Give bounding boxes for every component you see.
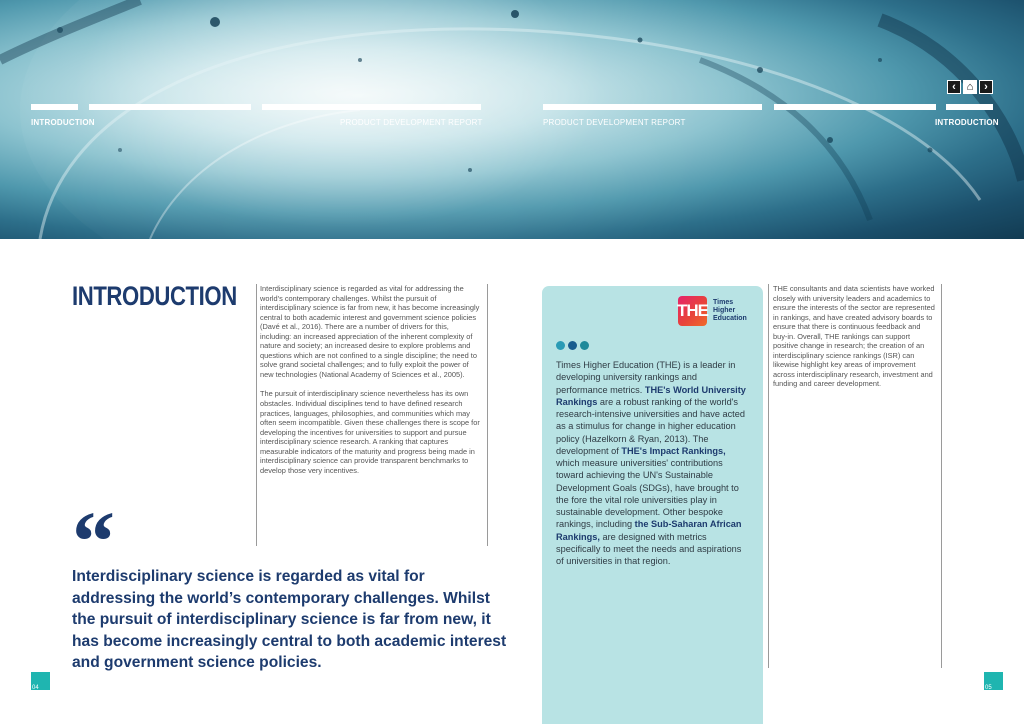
- logo-line: Education: [713, 315, 747, 322]
- home-icon[interactable]: ⌂: [963, 80, 977, 94]
- header-rule: [89, 104, 251, 110]
- chevron-left-icon[interactable]: ‹: [947, 80, 961, 94]
- header-rule: [31, 104, 78, 110]
- panel-text-segment: which measure universities' contributions toward achieving the UN's Sustainable Development Goals (SDGs), have brought to the fore the vital role universities play in sustainable development. Other bespoke rankings, including: [556, 458, 739, 530]
- dot-icon: [568, 341, 577, 350]
- header-rule: [946, 104, 993, 110]
- abstract-ink-background: [0, 0, 1024, 239]
- hero-image: [0, 0, 1024, 239]
- dot-icon: [556, 341, 565, 350]
- intro-paragraph-2: The pursuit of interdisciplinary science nevertheless has its own obstacles. Individual disciplines tend to have defined research practices, languages, philosophies, and communities which may often seem incompatible. Given these challenges there is scope for developing the incentives for universities to support and pursue interdisciplinary science research. A ranking that captures measurable indicators of the maturity and progress being made in interdisciplinary science can provide transparent benchmarks to develop those very incentives.: [260, 389, 480, 475]
- page-number-right: 05: [985, 685, 992, 691]
- page-number-left: 04: [32, 685, 39, 691]
- logo-line: Higher: [713, 307, 736, 314]
- column-divider: [256, 284, 257, 546]
- header-section-left: INTRODUCTION: [31, 118, 95, 127]
- times-higher-education-logo: [678, 296, 747, 326]
- the-logo-wordmark: [713, 296, 747, 323]
- pull-quote: Interdisciplinary science is regarded as vital for addressing the world’s contemporary challenges. Whilst the pursuit of interdisciplinary science is far from new, it has become increasingly central to both academic interest and government science policies.: [72, 568, 507, 672]
- quote-mark-icon: “: [72, 493, 115, 589]
- panel-text-emphasis: the Sub-Saharan African Rankings,: [556, 519, 742, 542]
- intro-paragraph-1: Interdisciplinary science is regarded as vital for addressing the world's contemporary challenges. Whilst the pursuit of interdisciplinary science is far from new, it has become increasingly central to both academic interest and government science policies (Davé et al., 2016). There are a number of drivers for this, including: an increased appreciation of the inherent complexity of nature and society; an increased desire to explore problems and questions which are not confined to a single discipline; the need to solve grand societal challenges; and to fully exploit the power of new technologies (National Academy of Sciences et al., 2005).: [260, 284, 480, 379]
- panel-text-segment: are designed with metrics specifically to meet the needs and aspirations of universities in that region.: [556, 531, 742, 566]
- header-report-right: PRODUCT DEVELOPMENT REPORT: [543, 118, 686, 127]
- header-rule: [262, 104, 481, 110]
- header-report-left: PRODUCT DEVELOPMENT REPORT: [340, 118, 483, 127]
- chevron-right-icon[interactable]: ›: [979, 80, 993, 94]
- panel-body-text: [556, 359, 746, 567]
- header-section-right: INTRODUCTION: [935, 118, 999, 127]
- decorative-dots: [556, 341, 589, 350]
- panel-text-emphasis: THE's World University Rankings: [556, 384, 746, 407]
- page-navigation: [947, 80, 993, 94]
- column-divider: [487, 284, 488, 546]
- panel-text-segment: are a robust ranking of the world's research-intensive universities and have acted as a stimulus for change in higher education policy (Hazelkorn & Ryan, 2013). The development of: [556, 396, 745, 456]
- panel-text-segment: Times Higher Education (THE) is a leader in developing university rankings and performance metrics.: [556, 360, 736, 395]
- header-rule: [543, 104, 762, 110]
- page-title: INTRODUCTION: [72, 281, 237, 311]
- header-rule: [774, 104, 936, 110]
- panel-text-emphasis: THE's Impact Rankings,: [621, 445, 726, 456]
- column-divider: [768, 284, 769, 668]
- the-logo-mark: THE: [678, 296, 707, 326]
- logo-line: Times: [713, 299, 734, 306]
- right-column-text: [773, 284, 936, 399]
- intro-body-text: [260, 284, 481, 485]
- right-column-paragraph: THE consultants and data scientists have worked closely with university leaders and academics to ensure the interests of the sector are represented in rankings, and have created advisory boards to ensure that there is continuous feedback and buy-in. Overall, THE rankings can support positive change in research; the creation of an interdisciplinary science rankings (ISR) can likewise highlight key areas of improvement across interdisciplinary research, investment and funding and career development.: [773, 284, 935, 389]
- column-divider: [941, 284, 942, 668]
- dot-icon: [580, 341, 589, 350]
